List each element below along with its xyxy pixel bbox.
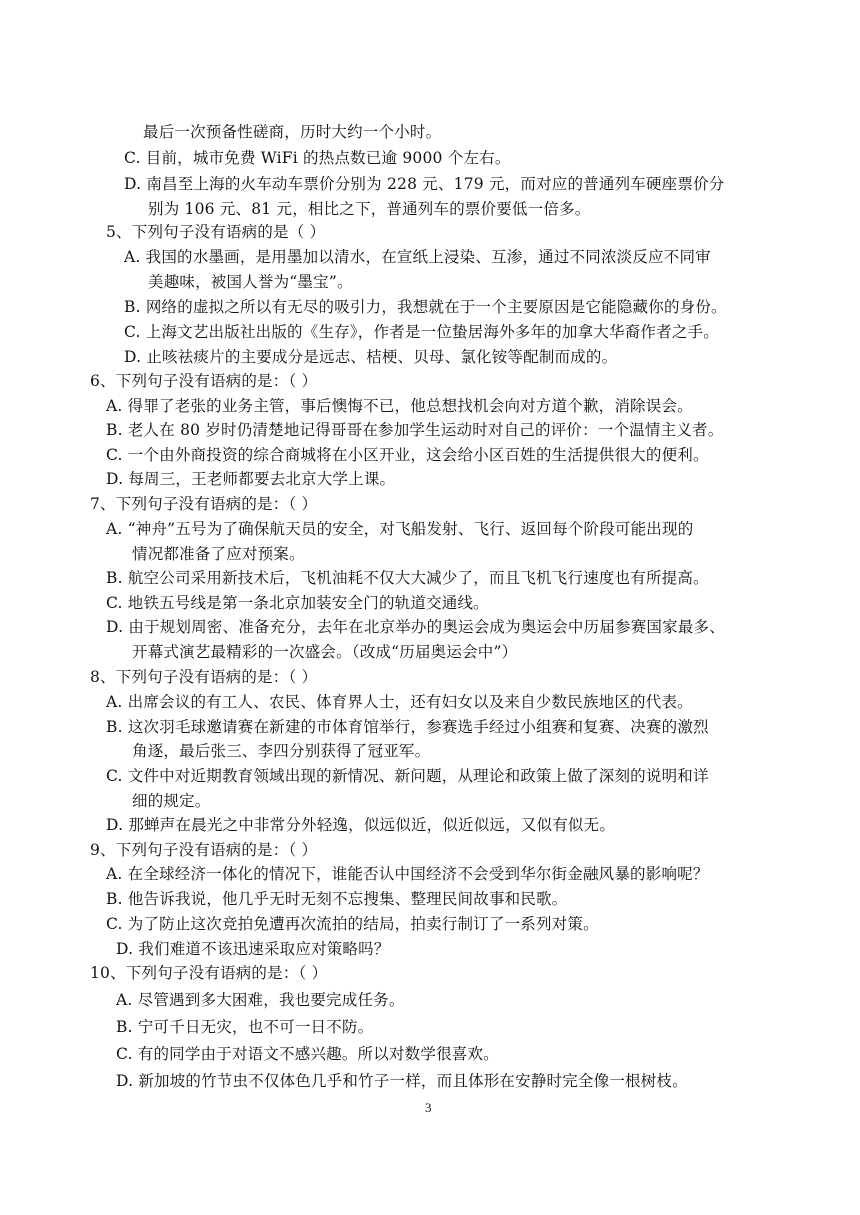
option-a: A. 出席会议的有工人、农民、体育界人士，还有妇女以及来自少数民族地区的代表。	[106, 693, 693, 711]
option-a: A. 得罪了老张的业务主管，事后懊悔不已，他总想找机会向对方道个歉，消除误会。	[106, 397, 693, 415]
option-d: D. 由于规划周密、准备充分，去年在北京举办的奥运会成为奥运会中历届参赛国家最多、	[106, 618, 725, 636]
option-d: D. 南昌至上海的火车动车票价分别为 228 元、179 元，而对应的普通列车硬座票价分	[124, 175, 725, 193]
text-line: 别为 106 元、81 元，相比之下，普通列车的票价要低一倍多。	[148, 200, 591, 218]
option-c: C. 上海文艺出版社出版的《生存》，作者是一位蛰居海外多年的加拿大华裔作者之手。	[124, 323, 719, 341]
question-7-heading: 7、下列句子没有语病的是：（ ）	[90, 495, 318, 513]
option-d: D. 新加坡的竹节虫不仅体色几乎和竹子一样，而且体形在安静时完全像一根树枝。	[116, 1072, 688, 1090]
question-10-heading: 10、下列句子没有语病的是：（ ）	[90, 964, 328, 982]
question-8-heading: 8、下列句子没有语病的是：（ ）	[90, 668, 318, 686]
option-a: A. “神舟”五号为了确保航天员的安全，对飞船发射、飞行、返回每个阶段可能出现的	[106, 520, 694, 538]
text-line: 最后一次预备性磋商，历时大约一个小时。	[143, 123, 442, 141]
text-line: 美趣味，被国人誉为“墨宝”。	[148, 273, 353, 291]
text-line: 开幕式演艺最精彩的一次盛会。（改成“历届奥运会中”）	[132, 643, 518, 661]
option-c: C. 文件中对近期教育领域出现的新情况、新问题，从理论和政策上做了深刻的说明和详	[106, 767, 709, 785]
option-b: B. 网络的虚拟之所以有无尽的吸引力，我想就在于一个主要原因是它能隐藏你的身份。	[124, 298, 727, 316]
question-9-heading: 9、下列句子没有语病的是：（ ）	[90, 841, 318, 859]
option-b: B. 他告诉我说，他几乎无时无刻不忘搜集、整理民间故事和民歌。	[106, 890, 568, 908]
text-line: 情况都准备了应对预案。	[132, 545, 305, 563]
option-a: A. 尽管遇到多大困难，我也要完成任务。	[116, 991, 405, 1009]
option-c: C. 地铁五号线是第一条北京加装安全门的轨道交通线。	[106, 594, 489, 612]
option-b: B. 航空公司采用新技术后，飞机油耗不仅大大减少了，而且飞机飞行速度也有所提高。	[106, 569, 709, 587]
page-number: 3	[425, 1100, 432, 1115]
option-d: D. 止咳祛痰片的主要成分是远志、桔梗、贝母、氯化铵等配制而成的。	[124, 348, 618, 366]
option-b: B. 这次羽毛球邀请赛在新建的市体育馆举行，参赛选手经过小组赛和复赛、决赛的激烈	[106, 718, 709, 736]
option-b: B. 宁可千日无灾，也不可一日不防。	[116, 1018, 374, 1036]
option-c: C. 一个由外商投资的综合商城将在小区开业，这会给小区百姓的生活提供很大的便利。	[106, 446, 709, 464]
option-d: D. 那蝉声在晨光之中非常分外轻逸，似远似近，似近似远，又似有似无。	[106, 816, 616, 834]
option-d: D. 我们难道不该迅速采取应对策略吗？	[116, 940, 390, 958]
option-a: A. 我国的水墨画，是用墨加以清水，在宣纸上浸染、互渗，通过不同浓淡反应不同审	[124, 248, 711, 266]
question-5-heading: 5、下列句子没有语病的是（ ）	[106, 223, 326, 241]
option-d: D. 每周三，王老师都要去北京大学上课。	[106, 470, 396, 488]
text-line: 角逐，最后张三、李四分别获得了冠亚军。	[132, 742, 431, 760]
option-c: C. 目前，城市免费 WiFi 的热点数已逾 9000 个左右。	[124, 149, 511, 167]
option-a: A. 在全球经济一体化的情况下，谁能否认中国经济不会受到华尔街金融风暴的影响呢？	[106, 865, 709, 883]
option-c: C. 有的同学由于对语文不感兴趣。所以对数学很喜欢。	[116, 1045, 499, 1063]
text-line: 细的规定。	[132, 792, 211, 810]
option-c: C. 为了防止这次竞拍免遭再次流拍的结局，拍卖行制订了一系列对策。	[106, 915, 599, 933]
option-b: B. 老人在 80 岁时仍清楚地记得哥哥在参加学生运动时对自己的评价：一个温情主义者。	[106, 421, 724, 439]
question-6-heading: 6、下列句子没有语病的是：（ ）	[90, 372, 318, 390]
